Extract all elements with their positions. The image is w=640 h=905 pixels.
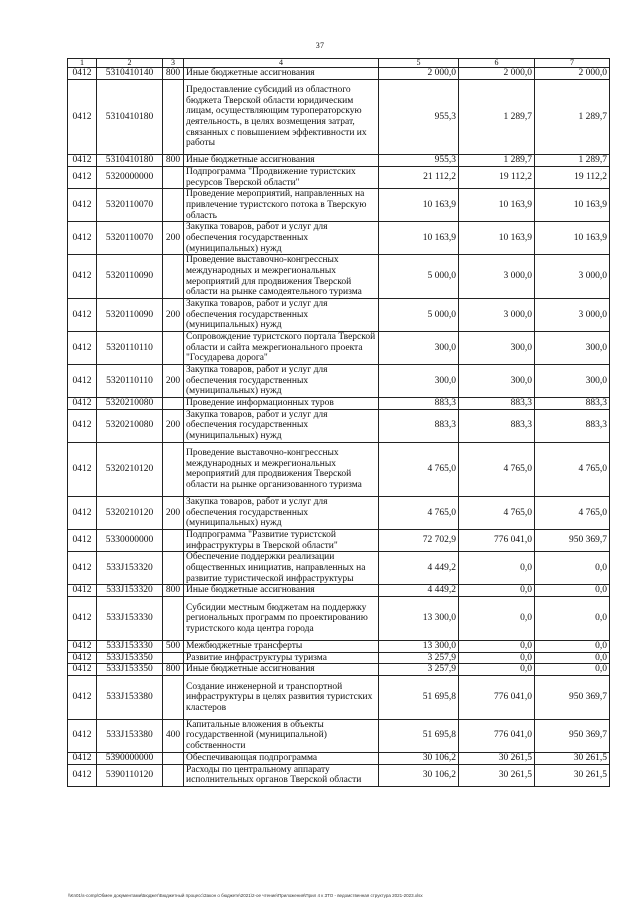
description-cell: Сопровождение туристского портала Тверской области и сайта межрегионального проекта "Государева дорога" (184, 331, 379, 364)
table-row (68, 676, 610, 720)
amount-2021-cell: 5 000,0 (379, 298, 459, 331)
expense-type-cell: 800 (163, 68, 184, 80)
description-cell: Иные бюджетные ассигнования (184, 68, 379, 80)
amount-2022-cell: 300,0 (459, 331, 535, 364)
section-cell: 0412 (68, 155, 97, 167)
description-cell: Иные бюджетные ассигнования (184, 664, 379, 676)
code-cell: 533J153330 (97, 640, 163, 652)
amount-2023-cell: 950 369,7 (535, 719, 610, 752)
amount-2023-cell: 19 112,2 (535, 166, 610, 188)
section-cell: 0412 (68, 255, 97, 299)
amount-2022-cell: 4 765,0 (459, 442, 535, 496)
amount-2022-cell: 0,0 (459, 597, 535, 641)
column-header: 6 (459, 59, 535, 68)
amount-2021-cell: 883,3 (379, 397, 459, 409)
amount-2021-cell: 4 765,0 (379, 442, 459, 496)
code-cell: 5310410180 (97, 79, 163, 154)
amount-2022-cell: 776 041,0 (459, 719, 535, 752)
section-cell: 0412 (68, 640, 97, 652)
code-cell: 5320110070 (97, 222, 163, 255)
expense-type-cell (163, 597, 184, 641)
code-cell: 5320110110 (97, 331, 163, 364)
amount-2022-cell: 3 000,0 (459, 255, 535, 299)
code-cell: 5310410180 (97, 155, 163, 167)
budget-table (67, 58, 610, 787)
expense-type-cell (163, 166, 184, 188)
amount-2022-cell: 1 289,7 (459, 155, 535, 167)
table-row (68, 529, 610, 551)
amount-2023-cell: 950 369,7 (535, 529, 610, 551)
section-cell: 0412 (68, 529, 97, 551)
amount-2021-cell: 72 702,9 (379, 529, 459, 551)
amount-2023-cell: 30 261,5 (535, 764, 610, 786)
table-row (68, 764, 610, 786)
amount-2021-cell: 2 000,0 (379, 68, 459, 80)
code-cell: 5390000000 (97, 752, 163, 764)
code-cell: 5320110090 (97, 255, 163, 299)
code-cell: 533J153330 (97, 597, 163, 641)
amount-2022-cell: 776 041,0 (459, 676, 535, 720)
amount-2021-cell: 4 449,2 (379, 552, 459, 585)
amount-2023-cell: 30 261,5 (535, 752, 610, 764)
section-cell: 0412 (68, 222, 97, 255)
description-cell: Развитие инфраструктуры туризма (184, 652, 379, 664)
amount-2023-cell: 3 000,0 (535, 255, 610, 299)
column-header: 2 (97, 59, 163, 68)
table-row (68, 331, 610, 364)
description-cell: Проведение информационных туров (184, 397, 379, 409)
amount-2023-cell: 10 163,9 (535, 222, 610, 255)
expense-type-cell: 400 (163, 719, 184, 752)
column-header: 3 (163, 59, 184, 68)
amount-2023-cell: 0,0 (535, 597, 610, 641)
amount-2023-cell: 950 369,7 (535, 676, 610, 720)
table-row (68, 155, 610, 167)
amount-2021-cell: 13 300,0 (379, 640, 459, 652)
column-header: 7 (535, 59, 610, 68)
code-cell: 533J153320 (97, 552, 163, 585)
amount-2022-cell: 883,3 (459, 397, 535, 409)
amount-2022-cell: 19 112,2 (459, 166, 535, 188)
description-cell: Закупка товаров, работ и услуг для обеспечения государственных (муниципальных) нужд (184, 222, 379, 255)
expense-type-cell (163, 676, 184, 720)
amount-2021-cell: 30 106,2 (379, 752, 459, 764)
section-cell: 0412 (68, 752, 97, 764)
amount-2023-cell: 300,0 (535, 331, 610, 364)
amount-2023-cell: 0,0 (535, 552, 610, 585)
expense-type-cell: 200 (163, 364, 184, 397)
table-row (68, 640, 610, 652)
table-row (68, 752, 610, 764)
expense-type-cell (163, 189, 184, 222)
amount-2021-cell: 300,0 (379, 331, 459, 364)
amount-2021-cell: 51 695,8 (379, 719, 459, 752)
amount-2022-cell: 10 163,9 (459, 222, 535, 255)
table-row (68, 222, 610, 255)
code-cell: 533J153380 (97, 676, 163, 720)
section-cell: 0412 (68, 364, 97, 397)
page-number: 37 (315, 41, 325, 50)
amount-2022-cell: 0,0 (459, 664, 535, 676)
description-cell: Закупка товаров, работ и услуг для обеспечения государственных (муниципальных) нужд (184, 298, 379, 331)
section-cell: 0412 (68, 79, 97, 154)
table-row (68, 496, 610, 529)
section-cell: 0412 (68, 409, 97, 442)
amount-2022-cell: 0,0 (459, 552, 535, 585)
table-row (68, 255, 610, 299)
description-cell: Проведение выставочно-конгрессных международных и межрегиональных мероприятий для продвижения Тверской области на рынке самодеятельного туризма (184, 255, 379, 299)
section-cell: 0412 (68, 68, 97, 80)
amount-2022-cell: 776 041,0 (459, 529, 535, 551)
description-cell: Расходы по центральному аппарату исполнительных органов Тверской области (184, 764, 379, 786)
code-cell: 5320110070 (97, 189, 163, 222)
amount-2022-cell: 3 000,0 (459, 298, 535, 331)
description-cell: Субсидии местным бюджетам на поддержку региональных программ по проектированию туристского кода центра города (184, 597, 379, 641)
table-row (68, 364, 610, 397)
expense-type-cell (163, 529, 184, 551)
description-cell: Обеспечивающая подпрограмма (184, 752, 379, 764)
amount-2023-cell: 10 163,9 (535, 189, 610, 222)
amount-2022-cell: 0,0 (459, 585, 535, 597)
amount-2022-cell: 300,0 (459, 364, 535, 397)
expense-type-cell (163, 331, 184, 364)
table-row (68, 166, 610, 188)
expense-type-cell: 500 (163, 640, 184, 652)
amount-2022-cell: 10 163,9 (459, 189, 535, 222)
amount-2021-cell: 5 000,0 (379, 255, 459, 299)
column-header: 1 (68, 59, 97, 68)
amount-2021-cell: 883,3 (379, 409, 459, 442)
section-cell: 0412 (68, 397, 97, 409)
description-cell: Проведение выставочно-конгрессных международных и межрегиональных мероприятий для продвижения Тверской области на рынке организованного туризма (184, 442, 379, 496)
code-cell: 533J153350 (97, 664, 163, 676)
table-row (68, 189, 610, 222)
amount-2021-cell: 3 257,9 (379, 664, 459, 676)
amount-2021-cell: 4 765,0 (379, 496, 459, 529)
table-row (68, 409, 610, 442)
description-cell: Закупка товаров, работ и услуг для обеспечения государственных (муниципальных) нужд (184, 496, 379, 529)
section-cell: 0412 (68, 719, 97, 752)
expense-type-cell: 200 (163, 409, 184, 442)
expense-type-cell: 800 (163, 155, 184, 167)
amount-2023-cell: 0,0 (535, 585, 610, 597)
section-cell: 0412 (68, 652, 97, 664)
table-row (68, 652, 610, 664)
amount-2022-cell: 0,0 (459, 640, 535, 652)
description-cell: Создание инженерной и транспортной инфраструктуры в целях развития туристских кластеров (184, 676, 379, 720)
expense-type-cell (163, 752, 184, 764)
code-cell: 5390110120 (97, 764, 163, 786)
amount-2023-cell: 4 765,0 (535, 442, 610, 496)
section-cell: 0412 (68, 597, 97, 641)
amount-2021-cell: 10 163,9 (379, 222, 459, 255)
amount-2022-cell: 0,0 (459, 652, 535, 664)
code-cell: 5310410140 (97, 68, 163, 80)
amount-2021-cell: 21 112,2 (379, 166, 459, 188)
section-cell: 0412 (68, 189, 97, 222)
amount-2023-cell: 0,0 (535, 640, 610, 652)
amount-2023-cell: 300,0 (535, 364, 610, 397)
code-cell: 5320210080 (97, 409, 163, 442)
amount-2023-cell: 3 000,0 (535, 298, 610, 331)
section-cell: 0412 (68, 331, 97, 364)
description-cell: Иные бюджетные ассигнования (184, 585, 379, 597)
amount-2021-cell: 300,0 (379, 364, 459, 397)
section-cell: 0412 (68, 298, 97, 331)
code-cell: 5320210120 (97, 442, 163, 496)
amount-2023-cell: 883,3 (535, 397, 610, 409)
code-cell: 5320110090 (97, 298, 163, 331)
section-cell: 0412 (68, 496, 97, 529)
code-cell: 5330000000 (97, 529, 163, 551)
expense-type-cell: 200 (163, 496, 184, 529)
expense-type-cell (163, 764, 184, 786)
amount-2022-cell: 883,3 (459, 409, 535, 442)
description-cell: Предоставление субсидий из областного бюджета Тверской области юридическим лицам, осуществляющим туроператорскую деятельность, в целях возмещения затрат, связанных с повышением эффективности их работы (184, 79, 379, 154)
expense-type-cell (163, 79, 184, 154)
column-header: 5 (379, 59, 459, 68)
table-body (68, 68, 610, 787)
table-row (68, 552, 610, 585)
table-row (68, 597, 610, 641)
amount-2023-cell: 0,0 (535, 664, 610, 676)
section-cell: 0412 (68, 166, 97, 188)
description-cell: Закупка товаров, работ и услуг для обеспечения государственных (муниципальных) нужд (184, 409, 379, 442)
expense-type-cell: 800 (163, 585, 184, 597)
amount-2022-cell: 30 261,5 (459, 764, 535, 786)
amount-2022-cell: 1 289,7 (459, 79, 535, 154)
amount-2023-cell: 1 289,7 (535, 155, 610, 167)
section-cell: 0412 (68, 585, 97, 597)
code-cell: 533J153380 (97, 719, 163, 752)
expense-type-cell: 800 (163, 664, 184, 676)
section-cell: 0412 (68, 664, 97, 676)
code-cell: 5320110110 (97, 364, 163, 397)
code-cell: 533J153320 (97, 585, 163, 597)
expense-type-cell (163, 652, 184, 664)
description-cell: Межбюджетные трансферты (184, 640, 379, 652)
amount-2021-cell: 955,3 (379, 155, 459, 167)
footer-path: \\Kn01\s-comp\Обмен документами\Бюджет\Бюджетный процесс\Закон о бюджете\2021\2-ое чтение\Приложения\Прил 4 к ЗТО - ведомственная структура 2021-2023.xlsx (68, 893, 423, 898)
amount-2021-cell: 10 163,9 (379, 189, 459, 222)
section-cell: 0412 (68, 552, 97, 585)
amount-2021-cell: 4 449,2 (379, 585, 459, 597)
amount-2023-cell: 1 289,7 (535, 79, 610, 154)
expense-type-cell (163, 255, 184, 299)
description-cell: Подпрограмма "Развитие туристской инфраструктуры в Тверской области" (184, 529, 379, 551)
description-cell: Закупка товаров, работ и услуг для обеспечения государственных (муниципальных) нужд (184, 364, 379, 397)
column-header: 4 (184, 59, 379, 68)
amount-2023-cell: 883,3 (535, 409, 610, 442)
expense-type-cell (163, 397, 184, 409)
table-row (68, 79, 610, 154)
section-cell: 0412 (68, 442, 97, 496)
table-row (68, 397, 610, 409)
amount-2021-cell: 3 257,9 (379, 652, 459, 664)
header-row (68, 59, 610, 68)
table-row (68, 585, 610, 597)
code-cell: 533J153350 (97, 652, 163, 664)
expense-type-cell (163, 442, 184, 496)
section-cell: 0412 (68, 676, 97, 720)
code-cell: 5320000000 (97, 166, 163, 188)
description-cell: Иные бюджетные ассигнования (184, 155, 379, 167)
table-row (68, 298, 610, 331)
amount-2022-cell: 30 261,5 (459, 752, 535, 764)
amount-2022-cell: 4 765,0 (459, 496, 535, 529)
expense-type-cell: 200 (163, 298, 184, 331)
expense-type-cell: 200 (163, 222, 184, 255)
amount-2023-cell: 0,0 (535, 652, 610, 664)
code-cell: 5320210080 (97, 397, 163, 409)
amount-2021-cell: 30 106,2 (379, 764, 459, 786)
expense-type-cell (163, 552, 184, 585)
description-cell: Обеспечение поддержки реализации общественных инициатив, направленных на развитие туристической инфраструктуры (184, 552, 379, 585)
code-cell: 5320210120 (97, 496, 163, 529)
amount-2021-cell: 13 300,0 (379, 597, 459, 641)
amount-2023-cell: 4 765,0 (535, 496, 610, 529)
amount-2021-cell: 51 695,8 (379, 676, 459, 720)
amount-2023-cell: 2 000,0 (535, 68, 610, 80)
amount-2022-cell: 2 000,0 (459, 68, 535, 80)
section-cell: 0412 (68, 764, 97, 786)
table-row (68, 68, 610, 80)
description-cell: Капитальные вложения в объекты государственной (муниципальной) собственности (184, 719, 379, 752)
amount-2021-cell: 955,3 (379, 79, 459, 154)
table-row (68, 719, 610, 752)
description-cell: Проведение мероприятий, направленных на привлечение туристского потока в Тверскую область (184, 189, 379, 222)
table-row (68, 664, 610, 676)
table-row (68, 442, 610, 496)
description-cell: Подпрограмма "Продвижение туристских ресурсов Тверской области" (184, 166, 379, 188)
